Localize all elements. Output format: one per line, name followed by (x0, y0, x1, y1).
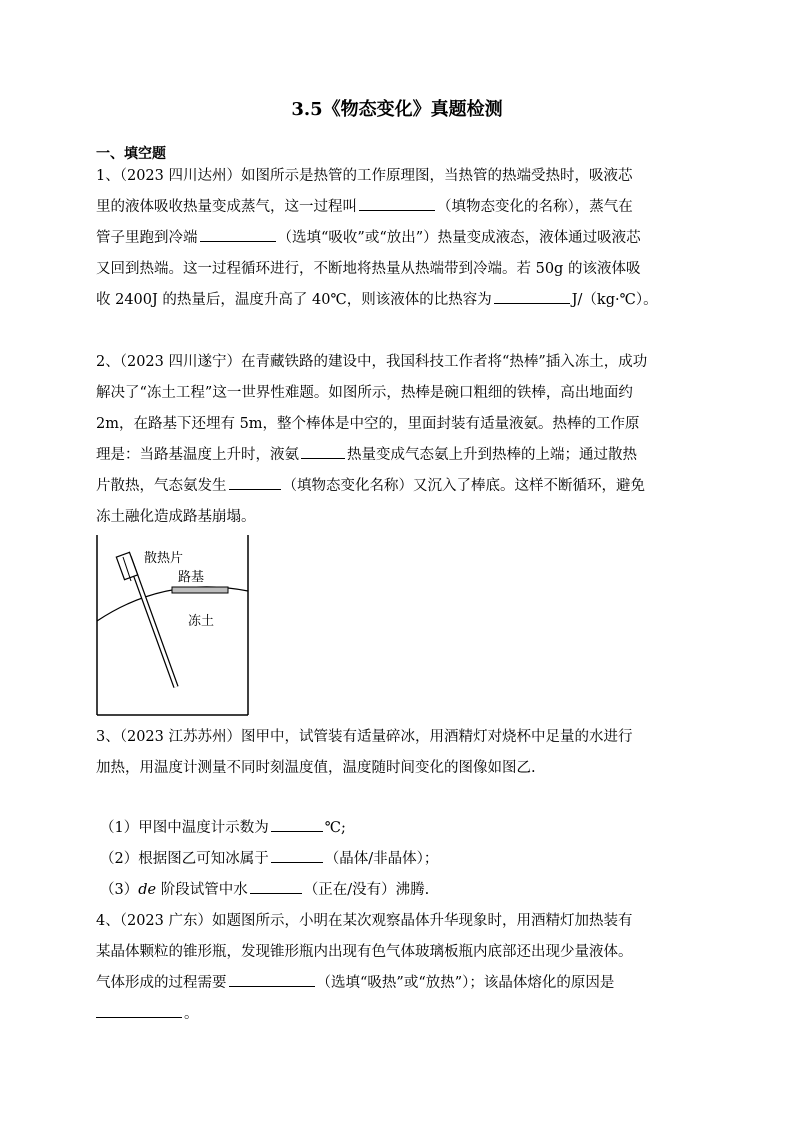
question-1 (96, 161, 696, 316)
section-heading: 一、填空题 (96, 146, 166, 162)
q2-line-2: 解决了“冻土工程”这一世界性难题。如图所示，热棒是碗口粗细的铁棒，高出地面约 (96, 385, 633, 401)
q4-line-4: 。 (96, 999, 696, 1030)
q1-blank-1[interactable] (359, 193, 435, 211)
q2-line-6: 冻土融化造成路基崩塌。 (96, 509, 256, 525)
q1-line-3: 管子里跑到冷端 （选填“吸收”或“放出”）热量变成液态，液体通过吸液芯 (96, 223, 696, 254)
q2-line-1: 2、（2023 四川遂宁）在青藏铁路的建设中，我国科技工作者将“热棒”插入冻土，成功 (96, 354, 648, 370)
q4-line-1: 4、（2023 广东）如题图所示，小明在某次观察晶体升华现象时，用酒精灯加热装有 (96, 913, 633, 929)
heat-fin (116, 552, 137, 579)
q3-line-2: 加热，用温度计测量不同时刻温度值，温度随时间变化的图像如图乙. (96, 760, 536, 776)
q3-sub-2: （2）根据图乙可知冰属于 （晶体/非晶体）； (100, 844, 438, 875)
question-3 (96, 722, 696, 784)
q2-line-4: 理是：当路基温度上升时，液氨 热量变成气态氨上升到热棒的上端；通过散热 (96, 440, 696, 471)
q2-blank-2[interactable] (229, 472, 281, 490)
q2-line-3: 2m，在路基下还埋有 5m，整个棒体是中空的，里面封装有适量液氨。热棒的工作原 (96, 416, 640, 432)
q3-blank-1[interactable] (271, 814, 323, 832)
q1-line-1: 1、（2023 四川达州）如图所示是热管的工作原理图，当热管的热端受热时，吸液芯 (96, 168, 633, 184)
q3-blank-2[interactable] (271, 845, 323, 863)
fin-label: 散热片 (144, 551, 184, 566)
q3-blank-3[interactable] (250, 876, 302, 894)
q4-blank-1[interactable] (229, 969, 315, 987)
q1-blank-2[interactable] (200, 224, 276, 242)
heat-rod-figure (96, 535, 249, 716)
q1-line-5: 收 2400J 的热量后，温度升高了 40℃，则该液体的比热容为 J/（kg·℃）。 (96, 285, 696, 316)
question-2 (96, 347, 696, 533)
q1-line-4: 又回到热端。这一过程循环进行，不断地将热量从热端带到冷端。若 50g 的该液体吸 (96, 261, 641, 277)
question-4 (96, 906, 696, 1030)
frozen-soil-label: 冻土 (188, 614, 215, 629)
q4-line-2: 某晶体颗粒的锥形瓶，发现锥形瓶内出现有色气体玻璃板瓶内底部还出现少量液体。 (96, 944, 633, 960)
q3-sub-1: （1）甲图中温度计示数为 ℃; (100, 813, 346, 844)
q4-blank-2[interactable] (96, 1000, 182, 1018)
q1-blank-3[interactable] (494, 286, 570, 304)
roadbed-label: 路基 (178, 570, 205, 585)
q3-sub-3: （3）de 阶段试管中水 （正在/没有）沸腾. (100, 875, 429, 906)
page-title: 3.5《物态变化》真题检测 (291, 99, 503, 120)
roadbed-shape (172, 587, 228, 593)
q4-line-3: 气体形成的过程需要 （选填“吸热”或“放热”）；该晶体熔化的原因是 (96, 968, 696, 999)
q2-blank-1[interactable] (301, 441, 345, 459)
q2-line-5: 片散热，气态氨发生 （填物态变化名称）又沉入了棒底。这样不断循环，避免 (96, 471, 696, 502)
q1-line-2: 里的液体吸收热量变成蒸气，这一过程叫 （填物态变化的名称），蒸气在 (96, 192, 696, 223)
q3-line-1: 3、（2023 江苏苏州）图甲中，试管装有适量碎冰，用酒精灯对烧杯中足量的水进行 (96, 729, 633, 745)
